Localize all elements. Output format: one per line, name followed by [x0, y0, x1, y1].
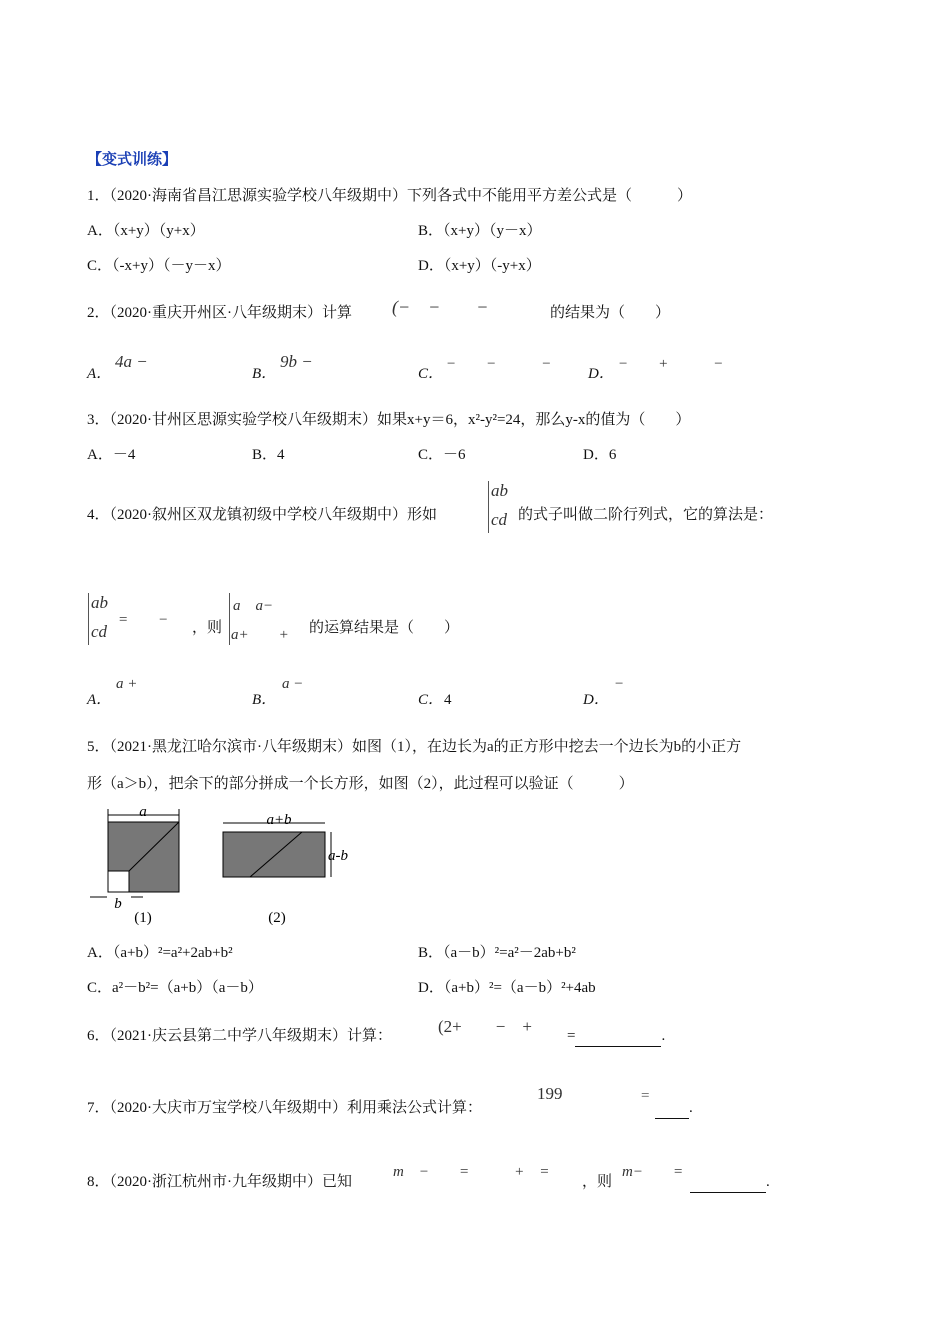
q4-option-c-label: C．	[418, 692, 444, 708]
rule-det-bottom: cd	[91, 622, 108, 641]
q7-formula: 199	[537, 1084, 563, 1103]
figure-1	[90, 804, 179, 926]
period: .	[661, 1028, 666, 1044]
det2-top: a a−	[233, 598, 274, 614]
question-7-stem: 7．（2020·大庆市万宝学校八年级期中）利用乘法公式计算：	[87, 1100, 482, 1116]
q5-option-b: B．（a－b）²=a²－2ab+b²	[418, 945, 576, 961]
q4-option-a-expr: a +	[116, 676, 138, 692]
q4-option-d-label: D．	[583, 692, 609, 708]
q4-option-b-expr: a −	[282, 676, 304, 692]
question-5-stem-line2: 形（a＞b），把余下的部分拼成一个长方形，如图（2），此过程可以验证（ ）	[87, 776, 634, 792]
q2-option-a-expr: 4a −	[115, 352, 148, 371]
q3-option-a: A．－4	[87, 447, 136, 463]
question-5-stem-line1: 5．（2021·黑龙江哈尔滨市·八年级期末）如图（1），在边长为a的正方形中挖去一个边长为b的小正方	[87, 739, 742, 755]
det2-bottom: a+ +	[231, 627, 289, 643]
q2-option-a-label: A．	[87, 366, 112, 382]
rectangle	[223, 832, 325, 877]
question-8-stem: 8．（2020·浙江杭州市·九年级期中）已知	[87, 1174, 352, 1190]
question-2-stem-suffix: 的结果为（ ）	[550, 305, 671, 321]
q4-option-a-label: A．	[87, 692, 112, 708]
q3-option-c: C．－6	[418, 447, 466, 463]
period: .	[766, 1174, 770, 1190]
det-bottom: cd	[491, 510, 508, 529]
fig2-top-label: a+b	[266, 812, 292, 828]
question-4-stem-prefix: 4．（2020·叙州区双龙镇初级中学校八年级期中）形如	[87, 507, 437, 523]
fig1-caption: (1)	[134, 910, 152, 926]
section-header: 【变式训练】	[87, 152, 178, 168]
q5-option-a: A．（a+b）²=a²+2ab+b²	[87, 945, 233, 961]
q5-option-d: D．（a+b）²=（a－b）²+4ab	[418, 980, 596, 996]
q7-equals: =	[641, 1088, 650, 1104]
q3-option-d: D．6	[583, 447, 617, 463]
question-1-stem: 1．（2020·海南省昌江思源实验学校八年级期中）下列各式中不能用平方差公式是（ ）	[87, 188, 692, 204]
q2-formula: (− − −	[392, 297, 489, 317]
rule-equation: = −	[118, 612, 169, 628]
figure-2	[223, 812, 348, 926]
q1-option-b: B．（x+y）（y－x）	[418, 223, 542, 239]
answer-blank[interactable]	[655, 1098, 689, 1119]
q6-answer	[567, 1026, 665, 1047]
q5-option-c: C．a²－b²=（a+b）（a－b）	[87, 980, 263, 996]
answer-blank[interactable]	[690, 1172, 766, 1193]
equals-sign: =	[567, 1028, 576, 1044]
fig1-bottom-label: b	[114, 896, 122, 912]
q8-answer	[690, 1172, 770, 1193]
square-rectangle-figure	[85, 800, 375, 930]
small-square	[108, 871, 129, 892]
q2-option-c-label: C．	[418, 366, 444, 382]
q6-formula: (2+ − +	[438, 1017, 532, 1036]
question-4-stem-suffix: 的式子叫做二阶行列式，它的算法是：	[518, 507, 774, 523]
det-top: ab	[491, 481, 508, 500]
period: .	[689, 1100, 693, 1116]
q2-option-d-label: D．	[588, 366, 614, 382]
q8-then-text: ，则	[582, 1174, 613, 1190]
q2-option-c-expr: − − −	[446, 356, 552, 372]
question-2-stem-prefix: 2．（2020·重庆开州区·八年级期末）计算	[87, 305, 352, 321]
q1-option-c: C．（-x+y）（－y－x）	[87, 258, 231, 274]
q4-option-c-expr: 4	[444, 692, 452, 708]
then-text: ，则	[192, 620, 223, 636]
q2-option-d-expr: − + −	[618, 356, 724, 372]
q8-formula: m − = + =	[393, 1164, 550, 1180]
fig1-top-label: a	[139, 804, 147, 820]
determinant-bar	[88, 593, 89, 645]
q8-formula-2: m− =	[622, 1164, 684, 1180]
fig2-side-label: a-b	[328, 848, 348, 864]
question-6-stem: 6．（2021·庆云县第二中学八年级期末）计算：	[87, 1028, 392, 1044]
q2-option-b-label: B．	[252, 366, 277, 382]
q7-answer	[655, 1098, 693, 1119]
rule-suffix: 的运算结果是（ ）	[309, 620, 460, 636]
determinant-bar	[488, 481, 489, 533]
determinant-bar	[229, 593, 230, 645]
q4-option-d-expr: −	[614, 676, 625, 692]
q2-option-b-expr: 9b −	[280, 352, 313, 371]
question-3-stem: 3．（2020·甘州区思源实验学校八年级期末）如果x+y＝6，x²-y²=24，那么y-x的值为（ ）	[87, 412, 691, 428]
q3-option-b: B．4	[252, 447, 285, 463]
q1-option-d: D．（x+y）（-y+x）	[418, 258, 541, 274]
q1-option-a: A．（x+y）（y+x）	[87, 223, 205, 239]
answer-blank[interactable]	[575, 1026, 661, 1047]
rule-det-top: ab	[91, 593, 108, 612]
q4-option-b-label: B．	[252, 692, 277, 708]
fig2-caption: (2)	[268, 910, 286, 926]
